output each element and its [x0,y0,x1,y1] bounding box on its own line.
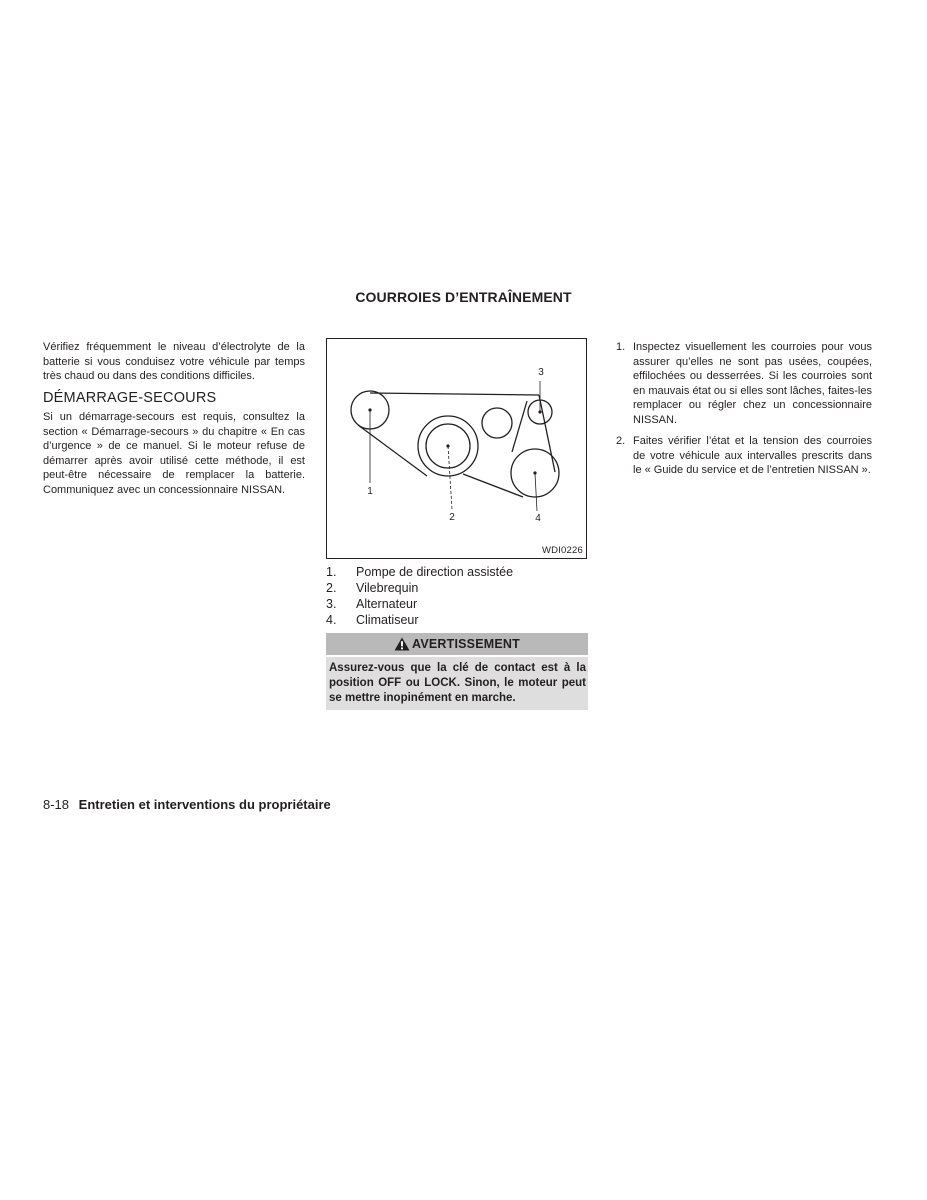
figure-legend [326,564,588,628]
section-title: COURROIES D’ENTRAÎNEMENT [355,289,572,305]
legend-number: 3. [326,597,337,611]
legend-item [326,612,588,628]
legend-number: 1. [326,565,337,579]
chapter-title: Entretien et interventions du propriétaire [78,797,331,812]
page-footer [43,797,331,812]
callout-2: 2 [449,512,455,523]
warning-triangle-icon [394,637,410,651]
list-item [616,434,872,478]
jump-start-heading: DÉMARRAGE-SECOURS [43,389,217,406]
legend-label: Climatiseur [356,613,419,627]
right-column [616,340,872,485]
belt-diagram-drawing [327,339,588,560]
battery-paragraph: Vérifiez fréquemment le niveau d’électrolyte de la batterie si vous conduisez votre véhicule par temps très chaud ou dans des conditions difficiles. [43,341,305,382]
legend-number: 2. [326,581,337,595]
callout-4: 4 [535,513,541,524]
left-column [43,340,305,497]
legend-item [326,596,588,612]
list-text: Inspectez visuellement les courroies pour vous assurer qu’elles ne sont pas usées, coupées, effilochées ou desserrées. Si les courroies sont en mauvais état ou si elles sont lâches, faites-les remplacer ou régler chez un concessionnaire NISSAN. [633,341,872,426]
warning-box [326,633,588,710]
legend-label: Vilebrequin [356,581,419,595]
page-number: 8-18 [43,797,70,812]
legend-item [326,580,588,596]
belt-diagram [326,338,587,559]
figure-code: WDI0226 [541,545,583,556]
jump-start-paragraph: Si un démarrage-secours est requis, consultez la section « Démarrage-secours » du chapitre « En cas d’urgence » de ce manuel. Si le moteur refuse de démarrer après avoir utilisé cette méthode, il est peut-être nécessaire de remplacer la batterie. Communiquez avec un concessionnaire NISSAN. [43,411,305,496]
legend-label: Alternateur [356,597,418,611]
list-number: 2. [616,435,626,447]
legend-label: Pompe de direction assistée [356,565,514,579]
warning-title: AVERTISSEMENT [412,637,520,651]
callout-3: 3 [538,367,544,378]
list-number: 1. [616,341,626,353]
list-text: Faites vérifier l’état et la tension des courroies de votre véhicule aux intervalles prescrits dans le « Guide du service et de l’entretien NISSAN ». [633,435,872,476]
list-item [616,340,872,427]
legend-number: 4. [326,613,337,627]
warning-header [326,633,588,655]
warning-text: Assurez-vous que la clé de contact est à la position OFF ou LOCK. Sinon, le moteur peut se mettre inopinément en marche. [326,657,588,710]
legend-item [326,564,588,580]
callout-1: 1 [367,486,373,497]
idler-pulley [482,408,512,438]
